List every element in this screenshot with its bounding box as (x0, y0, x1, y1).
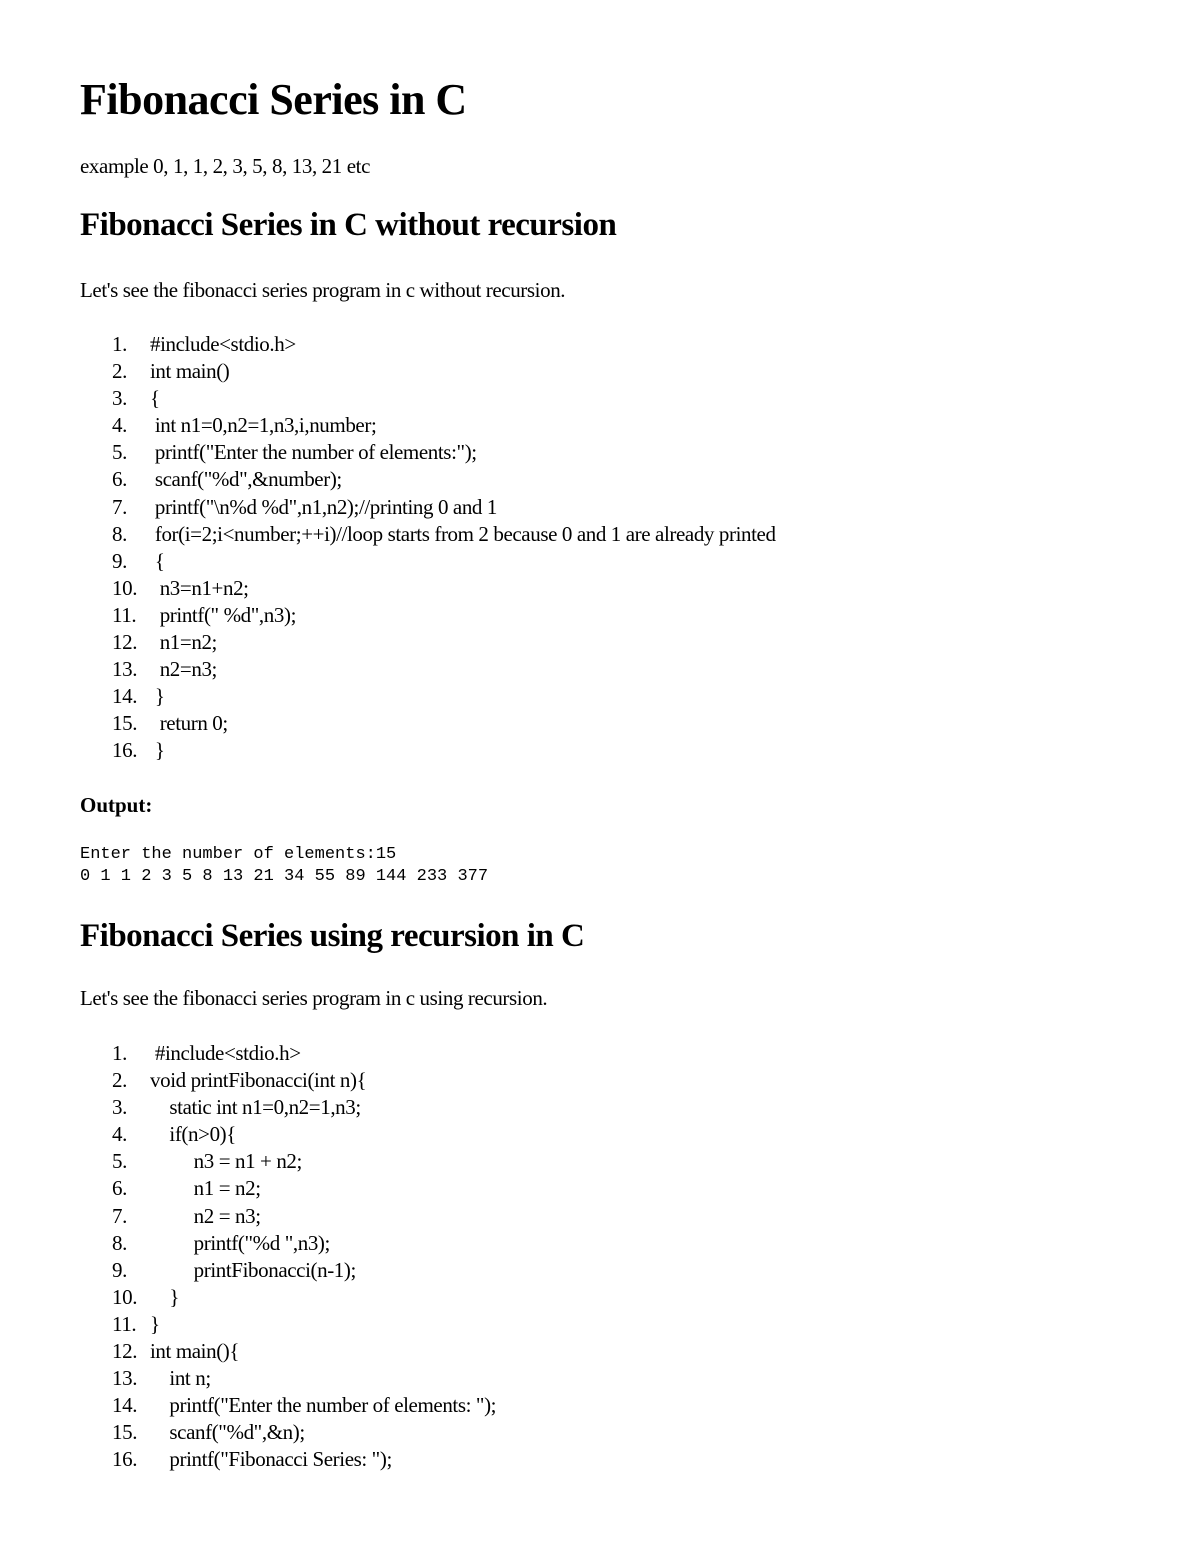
line-number: 12. (112, 1339, 138, 1364)
line-number: 16. (112, 738, 138, 763)
line-number: 2. (112, 359, 127, 384)
code-text: n2=n3; (150, 657, 217, 682)
code-line (112, 1203, 496, 1230)
line-number: 14. (112, 1393, 138, 1418)
code-text: printf("\n%d %d",n1,n2);//printing 0 and 1 (150, 494, 497, 519)
line-number: 6. (112, 1176, 127, 1201)
code-text: #include<stdio.h> (150, 332, 296, 356)
code-text: static int n1=0,n2=1,n3; (150, 1095, 361, 1120)
code-text: { (150, 386, 160, 411)
line-number: 13. (112, 1366, 138, 1391)
output-line: 0 1 1 2 3 5 8 13 21 34 55 89 144 233 377 (80, 867, 489, 886)
line-number: 8. (112, 1230, 127, 1255)
code-line (112, 1230, 496, 1257)
code-line (112, 331, 776, 358)
code-text: for(i=2;i<number;++i)//loop starts from 2 because 0 and 1 are already printed (150, 521, 776, 546)
output-label: Output: (80, 793, 153, 817)
code-text: scanf("%d",&number); (150, 467, 342, 492)
code-text: int main(){ (150, 1339, 240, 1364)
code-line (112, 1148, 496, 1175)
code-line (112, 575, 776, 602)
line-number: 9. (112, 548, 127, 573)
code-line (112, 412, 776, 439)
code-line (112, 1311, 496, 1338)
line-number: 8. (112, 521, 127, 546)
code-text: printFibonacci(n-1); (150, 1257, 356, 1282)
code-line (112, 521, 776, 548)
code-text: #include<stdio.h> (150, 1041, 301, 1065)
code-text: scanf("%d",&n); (150, 1420, 305, 1445)
code-line (112, 1257, 496, 1284)
line-number: 1. (112, 332, 127, 356)
line-number: 14. (112, 684, 138, 709)
line-number: 13. (112, 657, 138, 682)
code-line (112, 683, 776, 710)
section-heading-using-recursion: Fibonacci Series using recursion in C (80, 918, 585, 954)
code-line (112, 1284, 496, 1311)
code-text: } (150, 738, 165, 763)
code-line (112, 1446, 496, 1473)
code-line (112, 1067, 496, 1094)
line-number: 11. (112, 1311, 137, 1336)
section-intro-without-recursion: Let's see the fibonacci series program in c without recursion. (80, 278, 566, 302)
code-text: printf("Enter the number of elements: "); (150, 1393, 497, 1418)
code-text: printf("Fibonacci Series: "); (150, 1447, 392, 1472)
line-number: 6. (112, 467, 127, 492)
code-text: } (150, 684, 165, 709)
code-line (112, 1392, 496, 1419)
code-line (112, 1175, 496, 1202)
line-number: 5. (112, 1149, 127, 1174)
code-text: } (150, 1311, 160, 1336)
code-text: } (150, 1284, 180, 1309)
line-number: 4. (112, 1122, 127, 1147)
page-title: Fibonacci Series in C (80, 75, 467, 124)
code-line (112, 466, 776, 493)
code-line (112, 1040, 496, 1067)
output-block (80, 844, 488, 888)
code-text: int main() (150, 359, 230, 384)
code-line (112, 710, 776, 737)
code-line (112, 1338, 496, 1365)
code-line (112, 358, 776, 385)
line-number: 7. (112, 1203, 127, 1228)
code-text: printf("%d ",n3); (150, 1230, 330, 1255)
code-text: { (150, 548, 165, 573)
line-number: 15. (112, 711, 138, 736)
code-text: n3=n1+n2; (150, 575, 249, 600)
code-text: n1 = n2; (150, 1176, 261, 1201)
line-number: 11. (112, 602, 137, 627)
code-line (112, 737, 776, 764)
line-number: 3. (112, 1095, 127, 1120)
code-line (112, 385, 776, 412)
code-line (112, 1094, 496, 1121)
code-line (112, 629, 776, 656)
example-text: example 0, 1, 1, 2, 3, 5, 8, 13, 21 etc (80, 154, 371, 178)
code-line (112, 1121, 496, 1148)
line-number: 5. (112, 440, 127, 465)
section-intro-using-recursion: Let's see the fibonacci series program in c using recursion. (80, 986, 548, 1010)
section-heading-without-recursion: Fibonacci Series in C without recursion (80, 207, 617, 243)
code-text: n2 = n3; (150, 1203, 261, 1228)
code-text: printf(" %d",n3); (150, 602, 297, 627)
code-listing-without-recursion (112, 331, 776, 765)
code-text: n1=n2; (150, 630, 217, 655)
code-text: void printFibonacci(int n){ (150, 1068, 367, 1093)
code-listing-using-recursion (112, 1040, 496, 1474)
line-number: 9. (112, 1257, 127, 1282)
code-text: printf("Enter the number of elements:"); (150, 440, 477, 465)
line-number: 16. (112, 1447, 138, 1472)
code-line (112, 602, 776, 629)
code-text: return 0; (150, 711, 228, 736)
line-number: 7. (112, 494, 127, 519)
line-number: 10. (112, 575, 138, 600)
code-line (112, 548, 776, 575)
output-line: Enter the number of elements:15 (80, 845, 397, 864)
code-text: int n1=0,n2=1,n3,i,number; (150, 413, 377, 438)
code-text: if(n>0){ (150, 1122, 236, 1147)
line-number: 1. (112, 1041, 127, 1065)
line-number: 12. (112, 630, 138, 655)
code-line (112, 1419, 496, 1446)
code-line (112, 1365, 496, 1392)
line-number: 15. (112, 1420, 138, 1445)
code-text: int n; (150, 1366, 211, 1391)
line-number: 4. (112, 413, 127, 438)
code-text: n3 = n1 + n2; (150, 1149, 302, 1174)
line-number: 2. (112, 1068, 127, 1093)
code-line (112, 656, 776, 683)
code-line (112, 439, 776, 466)
line-number: 3. (112, 386, 127, 411)
code-line (112, 494, 776, 521)
line-number: 10. (112, 1284, 138, 1309)
